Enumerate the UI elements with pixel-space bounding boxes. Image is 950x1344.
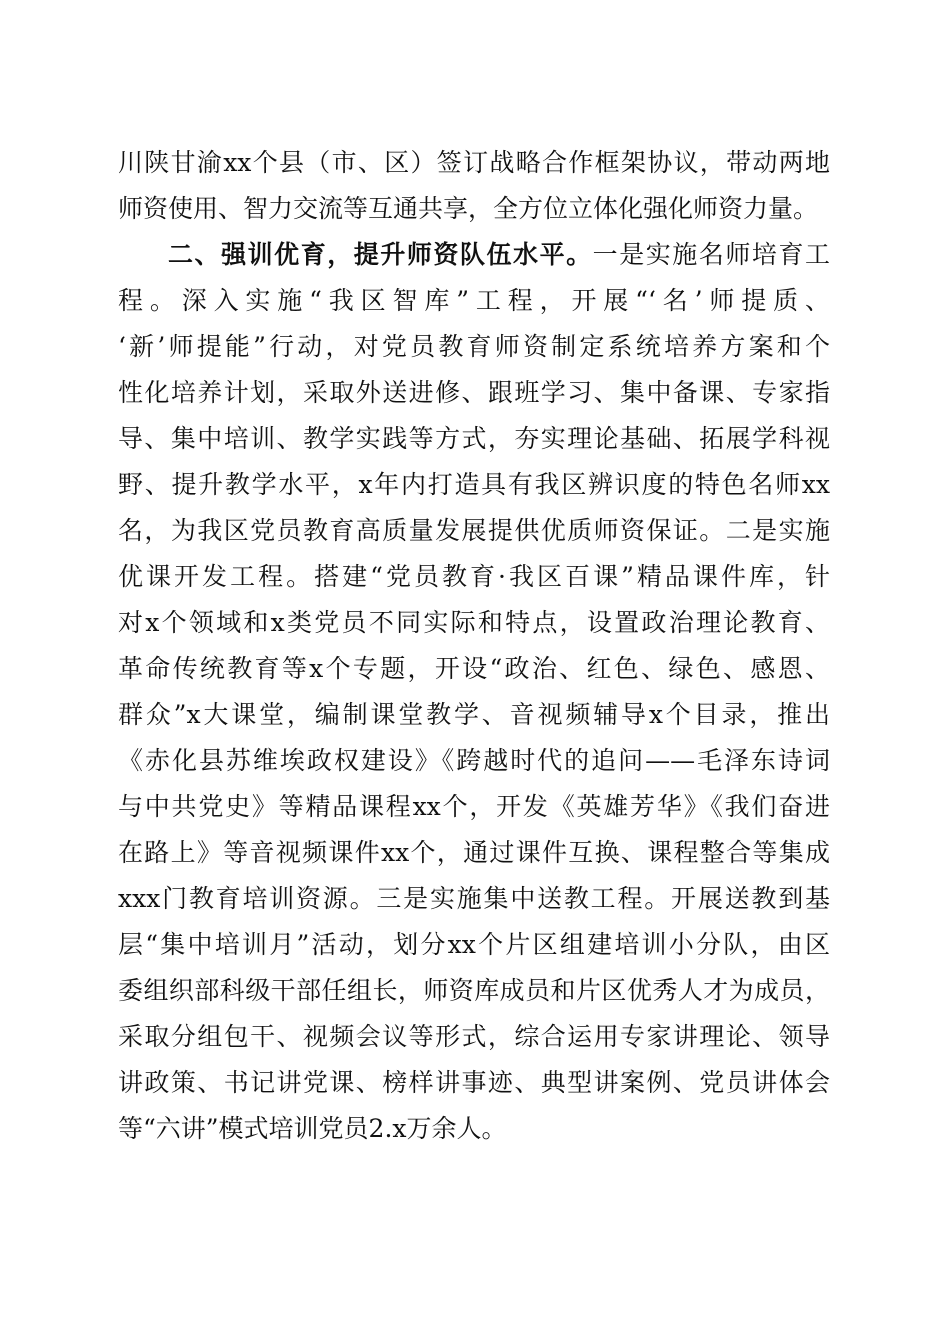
text-line: 《赤化县苏维埃政权建设》《跨越时代的追问——毛泽东诗词	[118, 746, 830, 775]
text-line: 程。深入实施“我区智库”工程，开展“‘名’师提质、	[118, 286, 830, 315]
text-line: 名，为我区党员教育高质量发展提供优质师资保证。二是实施	[118, 516, 830, 545]
text-line: 层“集中培训月”活动，划分xx个片区组建培训小分队，由区	[118, 930, 830, 959]
text-line: 川陕甘渝xx个县（市、区）签订战略合作框架协议，带动两地	[118, 148, 830, 177]
text-line: 对x个领域和x类党员不同实际和特点，设置政治理论教育、	[118, 608, 830, 637]
first-line-text: 一是实施名师培育工	[592, 240, 830, 269]
text-line: 性化培养计划，采取外送进修、跟班学习、集中备课、专家指	[118, 378, 830, 407]
text-line: 采取分组包干、视频会议等形式，综合运用专家讲理论、领导	[118, 1022, 830, 1051]
text-line: 在路上》等音视频课件xx个，通过课件互换、课程整合等集成	[118, 838, 830, 867]
text-line: 委组织部科级干部任组长，师资库成员和片区优秀人才为成员，	[118, 976, 830, 1005]
text-line: ‘新’师提能”行动，对党员教育师资制定系统培养方案和个	[118, 332, 830, 361]
text-line: xxx门教育培训资源。三是实施集中送教工程。开展送教到基	[118, 884, 830, 913]
document-page	[118, 140, 830, 1152]
text-line: 野、提升教学水平，x年内打造具有我区辨识度的特色名师xx	[118, 470, 830, 499]
text-line: 群众”x大课堂，编制课堂教学、音视频辅导x个目录，推出	[118, 700, 830, 729]
text-line: 讲政策、书记讲党课、榜样讲事迹、典型讲案例、党员讲体会	[118, 1068, 830, 1097]
text-line: 师资使用、智力交流等互通共享，全方位立体化强化师资力量。	[118, 194, 819, 223]
paragraph-1	[118, 140, 830, 232]
paragraph-2	[118, 232, 830, 1152]
text-line: 与中共党史》等精品课程xx个，开发《英雄芳华》《我们奋进	[118, 792, 830, 821]
text-line: 导、集中培训、教学实践等方式，夯实理论基础、拓展学科视	[118, 424, 830, 453]
paragraph-2-first-line	[118, 232, 830, 278]
text-line: 革命传统教育等x个专题，开设“政治、红色、绿色、感恩、	[118, 654, 830, 683]
section-heading: 二、强训优育，提升师资队伍水平。	[168, 240, 593, 269]
text-line: 优课开发工程。搭建“党员教育·我区百课”精品课件库，针	[118, 562, 830, 591]
text-line: 等“六讲”模式培训党员2.x万余人。	[118, 1114, 507, 1143]
